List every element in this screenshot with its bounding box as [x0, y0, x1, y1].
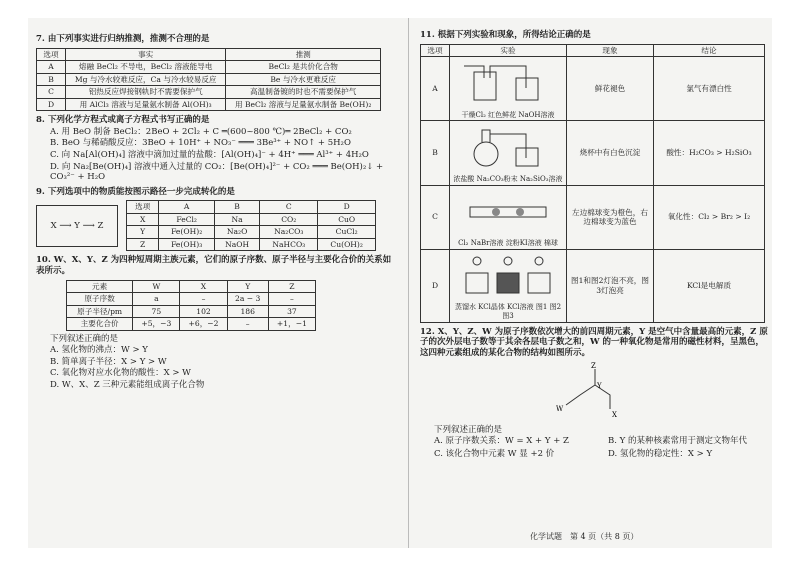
table-cell: 原子半径/pm	[67, 305, 133, 317]
option-c: C. 该化合物中元素 W 显 +2 价	[434, 448, 555, 459]
table-header: Z	[268, 280, 315, 292]
question-7-table	[36, 48, 381, 111]
apparatus-labels: Cl₂ NaBr溶液 淀粉KI溶液 棉球	[458, 239, 558, 248]
atom-y: Y	[597, 381, 602, 390]
option-d: D. 氢化物的稳定性：X > Y	[608, 448, 713, 459]
table-row	[37, 86, 381, 98]
option-c: C. 向 Na[Al(OH)₄] 溶液中滴加过量的盐酸：[Al(OH)₄]⁻ + 4H⁺ ═══ Al³⁺ + 4H₂O	[50, 149, 369, 160]
question-12-prompt: 下列叙述正确的是	[434, 424, 503, 435]
table-cell: 186	[227, 305, 268, 317]
table-cell: Cu(OH)₂	[318, 238, 376, 250]
table-cell: 铝热反应焊接钢轨时不需要保护气	[66, 86, 226, 98]
question-12-title: 12. X、Y、Z、W 为原子序数依次增大的前四周期元素，Y 是空气中含量最高的元素，Z 原子的次外层电子数等于其余各层电子数之和，W 的一种氧化物是常用的磁性材料，呈黑色，这四种元素组成的某化合物的结构如图所示。	[420, 326, 768, 359]
table-cell: C	[421, 185, 450, 249]
atom-x: X	[612, 410, 617, 419]
structure-diagram	[420, 359, 772, 425]
table-cell: +1，−1	[268, 318, 315, 330]
question-8-title: 8. 下列化学方程式或离子方程式书写正确的是	[36, 115, 210, 126]
table-header: 实验	[450, 44, 567, 56]
table-row	[421, 121, 765, 185]
table-header: X	[180, 280, 227, 292]
table-header: B	[214, 201, 259, 213]
table-cell: –	[180, 293, 227, 305]
table-cell: Mg 与冷水较难反应，Ca 与冷水较易反应	[66, 73, 226, 85]
apparatus-c	[450, 185, 567, 249]
table-header: 元素	[67, 280, 133, 292]
question-12	[420, 327, 772, 461]
table-cell: –	[268, 293, 315, 305]
table-row	[67, 318, 316, 330]
table-header: 事实	[66, 48, 226, 60]
table-row	[127, 213, 376, 225]
table-cell: BeCl₂ 是共价化合物	[226, 61, 381, 73]
question-11-table	[420, 44, 765, 323]
table-cell: 酸性：H₂CO₃ > H₂SiO₃	[654, 121, 765, 185]
table-cell: –	[227, 318, 268, 330]
table-cell: 2a − 3	[227, 293, 268, 305]
table-cell: 用 AlCl₃ 溶液与足量氨水制备 Al(OH)₃	[66, 98, 226, 110]
table-header: A	[159, 201, 215, 213]
table-header: D	[318, 201, 376, 213]
flask-icon	[460, 122, 556, 172]
option-b: B. 简单离子半径：X > Y > W	[50, 356, 167, 367]
option-b: B. Y 的某种核素常用于测定文物年代	[608, 436, 747, 447]
table-header: C	[260, 201, 318, 213]
table-cell: NaHCO₃	[260, 238, 318, 250]
table-cell: Y	[127, 226, 159, 238]
question-11-title: 11. 根据下列实验和现象，所得结论正确的是	[420, 30, 591, 40]
table-cell: 75	[133, 305, 180, 317]
exam-page	[28, 18, 772, 548]
table-header: 结论	[654, 44, 765, 56]
question-7	[36, 34, 396, 111]
table-cell: 氯气有漂白性	[654, 57, 765, 121]
table-cell: C	[37, 86, 66, 98]
table-cell: 用 BeCl₂ 溶液与足量氨水制备 Be(OH)₂	[226, 98, 381, 110]
option-c: C. 氧化物对应水化物的酸性：X > W	[50, 368, 191, 379]
column-divider	[408, 18, 409, 548]
atom-z: Z	[591, 361, 596, 370]
table-cell: Z	[127, 238, 159, 250]
option-a: A. 用 BeO 制备 BeCl₂：2BeO + 2Cl₂ + C ═(600~800 ℃)═ 2BeCl₂ + CO₂	[50, 126, 352, 137]
table-row	[421, 249, 765, 322]
table-row	[421, 185, 765, 249]
gas-bottle-icon	[460, 58, 556, 108]
table-cell: B	[421, 121, 450, 185]
table-cell: 氧化性：Cl₂ > Br₂ > I₂	[654, 185, 765, 249]
option-d: D. W、X、Z 三种元素能组成离子化合物	[50, 380, 205, 391]
option-a: A. 原子序数关系：W = X + Y + Z	[434, 436, 569, 447]
question-8	[36, 115, 396, 183]
right-column	[420, 18, 772, 548]
table-cell: CuO	[318, 213, 376, 225]
apparatus-labels: 蒸馏水 KCl晶体 KCl溶液 图1 图2 图3	[454, 303, 562, 321]
conversion-path: X ⟶ Y ⟶ Z	[50, 220, 104, 231]
table-cell: Fe(OH)₃	[159, 238, 215, 250]
table-row	[67, 293, 316, 305]
table-header: 选项	[421, 44, 450, 56]
table-header: 推测	[226, 48, 381, 60]
table-cell: 鲜花褪色	[567, 57, 654, 121]
question-10	[36, 255, 396, 390]
table-row	[37, 61, 381, 73]
option-b: B. BeO 与稀硝酸反应：3BeO + 10H⁺ + NO₃⁻ ═══ 3Be³⁺ + NO↑ + 5H₂O	[50, 138, 351, 149]
apparatus-a	[450, 57, 567, 121]
table-row	[37, 98, 381, 110]
table-header: 现象	[567, 44, 654, 56]
table-cell: 熔融 BeCl₂ 不导电，BeCl₂ 溶液能导电	[66, 61, 226, 73]
table-cell: Na	[214, 213, 259, 225]
question-7-title: 7. 由下列事实进行归纳推测，推测不合理的是	[36, 34, 210, 44]
question-10-title: 10. W、X、Y、Z 为四种短周期主族元素，它们的原子序数、原子半径与主要化合价的关系如表所示。	[36, 255, 392, 276]
atom-w: W	[556, 404, 564, 413]
table-row	[67, 305, 316, 317]
conversion-diagram	[36, 205, 118, 247]
table-header: W	[133, 280, 180, 292]
table-cell: FeCl₂	[159, 213, 215, 225]
question-9	[36, 187, 396, 252]
table-cell: 原子序数	[67, 293, 133, 305]
apparatus-labels: 浓盐酸 Na₂CO₃粉末 Na₂SiO₃溶液	[453, 174, 563, 183]
table-header: 选项	[37, 48, 66, 60]
table-cell: A	[37, 61, 66, 73]
page-footer: 化学试题 第 4 页（共 8 页）	[530, 532, 639, 541]
option-d: D. 向 Na₂[Be(OH)₄] 溶液中通入过量的 CO₂：[Be(OH)₄]²⁻ + CO₂ ═══ Be(OH)₂↓ + CO₃²⁻ + H₂O	[50, 161, 384, 183]
table-row	[127, 238, 376, 250]
table-header: 选项	[127, 201, 159, 213]
table-cell: 左边棉球变为橙色，右边棉球变为蓝色	[567, 185, 654, 249]
table-cell: Be 与冷水更难反应	[226, 73, 381, 85]
table-cell: 烧杯中有白色沉淀	[567, 121, 654, 185]
table-cell: 37	[268, 305, 315, 317]
apparatus-d	[450, 249, 567, 322]
table-cell: Fe(OH)₂	[159, 226, 215, 238]
table-cell: D	[37, 98, 66, 110]
table-row	[127, 226, 376, 238]
left-column	[36, 18, 396, 548]
table-header: Y	[227, 280, 268, 292]
table-cell: 图1和图2灯泡不亮，图3灯泡亮	[567, 249, 654, 322]
table-cell: Na₂CO₃	[260, 226, 318, 238]
question-11	[420, 30, 772, 323]
table-cell: NaOH	[214, 238, 259, 250]
table-cell: D	[421, 249, 450, 322]
table-cell: +6，−2	[180, 318, 227, 330]
table-cell: A	[421, 57, 450, 121]
table-cell: +5，−3	[133, 318, 180, 330]
table-cell: X	[127, 213, 159, 225]
table-cell: 高温制备镀的时也不需要保护气	[226, 86, 381, 98]
table-cell: a	[133, 293, 180, 305]
question-10-prompt: 下列叙述正确的是	[50, 333, 119, 344]
question-9-title: 9. 下列选项中的物质能按图示路径一步完成转化的是	[36, 186, 235, 197]
tube-icon	[460, 187, 556, 237]
table-cell: 主要化合价	[67, 318, 133, 330]
table-cell: CO₂	[260, 213, 318, 225]
table-cell: CuCl₂	[318, 226, 376, 238]
question-9-table	[126, 200, 376, 251]
apparatus-labels: 干燥Cl₂ 红色鲜花 NaOH溶液	[461, 110, 555, 119]
table-cell: KCl是电解质	[654, 249, 765, 322]
question-10-table	[66, 280, 316, 331]
table-row	[37, 73, 381, 85]
circuit-icon	[460, 251, 556, 301]
molecule-structure-icon	[540, 359, 650, 423]
apparatus-b	[450, 121, 567, 185]
option-a: A. 氢化物的沸点：W > Y	[50, 345, 148, 356]
table-cell: B	[37, 73, 66, 85]
table-cell: Na₂O	[214, 226, 259, 238]
table-cell: 102	[180, 305, 227, 317]
table-row	[421, 57, 765, 121]
